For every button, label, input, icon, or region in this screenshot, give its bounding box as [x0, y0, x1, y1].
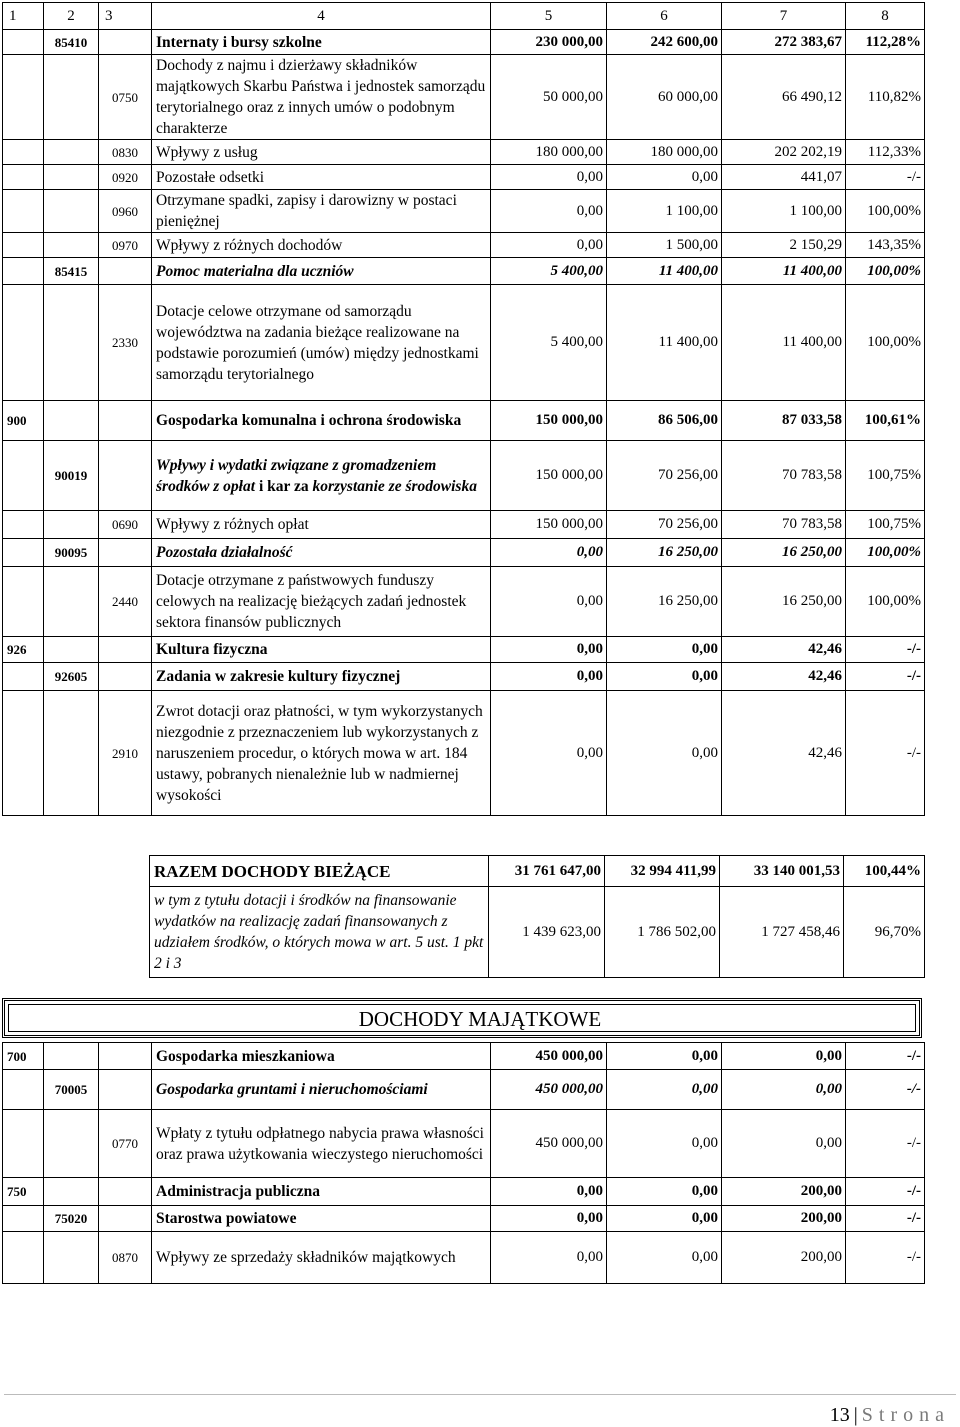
item-name: Zadania w zakresie kultury fizycznej	[152, 663, 491, 691]
plan-after-changes-value: 0,00	[607, 691, 722, 816]
plan-value: 150 000,00	[491, 401, 607, 441]
item-name: Wpływy z usług	[152, 140, 491, 165]
paragraph-code	[99, 401, 152, 441]
item-name	[152, 441, 491, 511]
plan-after-changes-value: 60 000,00	[607, 55, 722, 140]
chapter-code: 90019	[44, 441, 99, 511]
page-footer	[830, 1404, 950, 1427]
plan-value: 0,00	[491, 663, 607, 691]
paragraph-code: 2910	[99, 691, 152, 816]
section-code	[3, 1110, 44, 1178]
execution-percent: 112,28%	[846, 30, 925, 55]
execution-percent: 143,35%	[846, 233, 925, 258]
item-name: Gospodarka komunalna i ochrona środowiska	[152, 401, 491, 441]
section-code	[3, 441, 44, 511]
top-row	[3, 165, 925, 190]
plan-value: 5 400,00	[491, 258, 607, 285]
section-code	[3, 1070, 44, 1110]
income-table-capital	[2, 1042, 925, 1284]
chapter-code	[44, 1043, 99, 1070]
plan-after-changes-value: 1 100,00	[607, 190, 722, 233]
item-name-part: korzystanie ze środowiska	[312, 477, 477, 495]
section-code	[3, 30, 44, 55]
chapter-code: 90095	[44, 539, 99, 567]
bottom-row	[3, 1070, 925, 1110]
execution-percent: -/-	[846, 1070, 925, 1110]
footer-divider	[4, 1394, 956, 1395]
plan-after-changes-value: 11 400,00	[607, 258, 722, 285]
plan-value: 450 000,00	[491, 1043, 607, 1070]
execution-percent: -/-	[846, 1232, 925, 1284]
plan-after-changes-value: 86 506,00	[607, 401, 722, 441]
plan-after-changes-value: 16 250,00	[607, 567, 722, 637]
section-code	[3, 1232, 44, 1284]
paragraph-code: 0750	[99, 55, 152, 140]
item-name: Starostwa powiatowe	[152, 1206, 491, 1232]
page-separator: |	[853, 1404, 858, 1426]
section-code	[3, 55, 44, 140]
chapter-code	[44, 401, 99, 441]
section-code: 900	[3, 401, 44, 441]
paragraph-code	[99, 1206, 152, 1232]
execution-value: 70 783,58	[722, 511, 846, 539]
item-name: Wpływy z różnych opłat	[152, 511, 491, 539]
item-name: Wpływy ze sprzedaży składników majątkowych	[152, 1232, 491, 1284]
header-col-6: 6	[607, 3, 722, 30]
execution-percent: -/-	[846, 1110, 925, 1178]
execution-value: 0,00	[722, 1110, 846, 1178]
chapter-code	[44, 691, 99, 816]
section-code	[3, 140, 44, 165]
execution-percent: 100,00%	[846, 258, 925, 285]
plan-value: 0,00	[491, 567, 607, 637]
item-name: Otrzymane spadki, zapisy i darowizny w postaci pieniężnej	[152, 190, 491, 233]
plan-value: 180 000,00	[491, 140, 607, 165]
item-name: Dotacje otrzymane z państwowych funduszy celowych na realizację bieżących zadań jednostek sektora finansów publicznych	[152, 567, 491, 637]
plan-after-changes-value: 0,00	[607, 1232, 722, 1284]
plan-value: 0,00	[491, 539, 607, 567]
plan-after-changes-value: 70 256,00	[607, 441, 722, 511]
plan-after-changes-value: 0,00	[607, 1178, 722, 1206]
item-name: Administracja publiczna	[152, 1178, 491, 1206]
paragraph-code	[99, 663, 152, 691]
item-name: Kultura fizyczna	[152, 637, 491, 663]
top-row	[3, 258, 925, 285]
paragraph-code: 0920	[99, 165, 152, 190]
plan-value: 0,00	[491, 1178, 607, 1206]
page-number: 13	[829, 1404, 850, 1426]
execution-percent: 112,33%	[846, 140, 925, 165]
plan-value: 230 000,00	[491, 30, 607, 55]
plan-after-changes-value: 180 000,00	[607, 140, 722, 165]
header-col-4: 4	[152, 3, 491, 30]
section-code	[3, 190, 44, 233]
plan-after-changes-value: 0,00	[607, 637, 722, 663]
income-table-current	[2, 2, 925, 816]
total-current-income-row	[150, 856, 925, 887]
execution-percent: 110,82%	[846, 55, 925, 140]
execution-value: 2 150,29	[722, 233, 846, 258]
item-name: Internaty i bursy szkolne	[152, 30, 491, 55]
execution-value: 70 783,58	[722, 441, 846, 511]
item-name: Gospodarka gruntami i nieruchomościami	[152, 1070, 491, 1110]
subsidies-label: w tym z tytułu dotacji i środków na finansowanie wydatków na realizację zadań finansowanych z udziałem środków, o których mowa w art. 5 ust. 1 pkt 2 i 3	[150, 887, 489, 978]
item-name: Gospodarka mieszkaniowa	[152, 1043, 491, 1070]
plan-value: 0,00	[491, 233, 607, 258]
section-code	[3, 258, 44, 285]
execution-value: 441,07	[722, 165, 846, 190]
bottom-row	[3, 1232, 925, 1284]
top-row	[3, 285, 925, 401]
plan-value: 0,00	[491, 165, 607, 190]
item-name: Dochody z najmu i dzierżawy składników majątkowych Skarbu Państwa i jednostek samorządu terytorialnego oraz z innych umów o podobnym charakterze	[152, 55, 491, 140]
chapter-code: 85410	[44, 30, 99, 55]
execution-percent: -/-	[846, 691, 925, 816]
execution-percent: 100,61%	[846, 401, 925, 441]
plan-after-changes-value: 70 256,00	[607, 511, 722, 539]
item-name: Wpływy z różnych dochodów	[152, 233, 491, 258]
section-code: 750	[3, 1178, 44, 1206]
execution-value: 42,46	[722, 637, 846, 663]
plan-value: 5 400,00	[491, 285, 607, 401]
chapter-code	[44, 165, 99, 190]
plan-value: 0,00	[491, 691, 607, 816]
execution-percent: 100,00%	[846, 190, 925, 233]
plan-after-changes-value: 16 250,00	[607, 539, 722, 567]
total-label: RAZEM DOCHODY BIEŻĄCE	[150, 856, 489, 887]
plan-value: 450 000,00	[491, 1110, 607, 1178]
total-plan: 31 761 647,00	[489, 856, 605, 887]
plan-value: 0,00	[491, 1206, 607, 1232]
paragraph-code	[99, 1070, 152, 1110]
execution-percent: 100,00%	[846, 567, 925, 637]
item-name: Wpłaty z tytułu odpłatnego nabycia prawa własności oraz prawa użytkowania wieczystego nieruchomości	[152, 1110, 491, 1178]
chapter-code	[44, 233, 99, 258]
section-code	[3, 233, 44, 258]
section-code	[3, 691, 44, 816]
plan-after-changes-value: 242 600,00	[607, 30, 722, 55]
execution-value: 42,46	[722, 691, 846, 816]
paragraph-code: 2330	[99, 285, 152, 401]
top-row	[3, 190, 925, 233]
chapter-code	[44, 140, 99, 165]
plan-after-changes-value: 0,00	[607, 165, 722, 190]
top-row	[3, 140, 925, 165]
paragraph-code	[99, 1178, 152, 1206]
section-code: 926	[3, 637, 44, 663]
section-code	[3, 165, 44, 190]
section-code	[3, 285, 44, 401]
header-col-5: 5	[491, 3, 607, 30]
item-name: Pozostała działalność	[152, 539, 491, 567]
total-plan-after-changes: 32 994 411,99	[605, 856, 720, 887]
top-row	[3, 637, 925, 663]
chapter-code: 70005	[44, 1070, 99, 1110]
bottom-row	[3, 1110, 925, 1178]
item-name-part: i kar za	[255, 477, 313, 495]
bottom-row	[3, 1206, 925, 1232]
paragraph-code	[99, 637, 152, 663]
chapter-code	[44, 637, 99, 663]
plan-value: 0,00	[491, 190, 607, 233]
chapter-code	[44, 511, 99, 539]
execution-percent: 100,00%	[846, 285, 925, 401]
section-code	[3, 1206, 44, 1232]
execution-value: 200,00	[722, 1206, 846, 1232]
section-code	[3, 663, 44, 691]
plan-after-changes-value: 0,00	[607, 1110, 722, 1178]
subsidies-row	[150, 887, 925, 978]
subsidies-execution: 1 727 458,46	[720, 887, 844, 978]
plan-after-changes-value: 1 500,00	[607, 233, 722, 258]
section-code	[3, 539, 44, 567]
header-col-3: 3	[99, 3, 152, 30]
header-row	[3, 3, 925, 30]
chapter-code: 85415	[44, 258, 99, 285]
chapter-code	[44, 55, 99, 140]
section-title: DOCHODY MAJĄTKOWE	[358, 1007, 602, 1031]
plan-value: 450 000,00	[491, 1070, 607, 1110]
chapter-code: 75020	[44, 1206, 99, 1232]
top-row	[3, 30, 925, 55]
paragraph-code	[99, 30, 152, 55]
top-row	[3, 511, 925, 539]
top-row	[3, 567, 925, 637]
execution-percent: 100,75%	[846, 511, 925, 539]
chapter-code	[44, 190, 99, 233]
execution-value: 42,46	[722, 663, 846, 691]
total-execution: 33 140 001,53	[720, 856, 844, 887]
top-row	[3, 663, 925, 691]
header-col-7: 7	[722, 3, 846, 30]
top-row	[3, 441, 925, 511]
subsidies-percent: 96,70%	[844, 887, 925, 978]
execution-value: 66 490,12	[722, 55, 846, 140]
plan-value: 50 000,00	[491, 55, 607, 140]
plan-value: 150 000,00	[491, 441, 607, 511]
execution-percent: -/-	[846, 1178, 925, 1206]
plan-value: 0,00	[491, 1232, 607, 1284]
execution-value: 16 250,00	[722, 567, 846, 637]
execution-percent: -/-	[846, 1206, 925, 1232]
plan-after-changes-value: 0,00	[607, 663, 722, 691]
execution-percent: -/-	[846, 165, 925, 190]
execution-value: 1 100,00	[722, 190, 846, 233]
item-name-part: Wpływy i wydatki związane z gromadzeniem środków z opłat	[156, 456, 437, 495]
item-name: Pomoc materialna dla uczniów	[152, 258, 491, 285]
item-name: Dotacje celowe otrzymane od samorządu województwa na zadania bieżące realizowane na podstawie porozumień (umów) między jednostkami samorządu terytorialnego	[152, 285, 491, 401]
execution-percent: -/-	[846, 1043, 925, 1070]
paragraph-code	[99, 258, 152, 285]
execution-value: 87 033,58	[722, 401, 846, 441]
paragraph-code: 2440	[99, 567, 152, 637]
execution-value: 202 202,19	[722, 140, 846, 165]
plan-value: 150 000,00	[491, 511, 607, 539]
chapter-code: 92605	[44, 663, 99, 691]
execution-value: 11 400,00	[722, 285, 846, 401]
paragraph-code	[99, 1043, 152, 1070]
chapter-code	[44, 285, 99, 401]
paragraph-code: 0690	[99, 511, 152, 539]
bottom-row	[3, 1043, 925, 1070]
execution-value: 0,00	[722, 1070, 846, 1110]
header-col-1: 1	[3, 3, 44, 30]
top-row	[3, 539, 925, 567]
execution-percent: 100,75%	[846, 441, 925, 511]
section-code: 700	[3, 1043, 44, 1070]
top-row	[3, 233, 925, 258]
execution-percent: 100,00%	[846, 539, 925, 567]
paragraph-code: 0830	[99, 140, 152, 165]
page-word: Strona	[861, 1404, 950, 1426]
paragraph-code: 0870	[99, 1232, 152, 1284]
top-row	[3, 691, 925, 816]
plan-after-changes-value: 0,00	[607, 1043, 722, 1070]
total-percent: 100,44%	[844, 856, 925, 887]
item-name: Zwrot dotacji oraz płatności, w tym wykorzystanych niezgodnie z przeznaczeniem lub wykorzystanych z naruszeniem procedur, o których mowa w art. 184 ustawy, pobranych nienależnie lub w nadmiernej wysokości	[152, 691, 491, 816]
execution-percent: -/-	[846, 637, 925, 663]
chapter-code	[44, 567, 99, 637]
totals-table	[149, 855, 925, 978]
paragraph-code: 0970	[99, 233, 152, 258]
execution-percent: -/-	[846, 663, 925, 691]
subsidies-plan-after-changes: 1 786 502,00	[605, 887, 720, 978]
plan-after-changes-value: 11 400,00	[607, 285, 722, 401]
item-name: Pozostałe odsetki	[152, 165, 491, 190]
section-code	[3, 567, 44, 637]
section-code	[3, 511, 44, 539]
top-row	[3, 55, 925, 140]
plan-after-changes-value: 0,00	[607, 1206, 722, 1232]
execution-value: 200,00	[722, 1178, 846, 1206]
chapter-code	[44, 1232, 99, 1284]
paragraph-code	[99, 441, 152, 511]
plan-after-changes-value: 0,00	[607, 1070, 722, 1110]
paragraph-code: 0960	[99, 190, 152, 233]
header-col-2: 2	[44, 3, 99, 30]
chapter-code	[44, 1110, 99, 1178]
execution-value: 272 383,67	[722, 30, 846, 55]
execution-value: 16 250,00	[722, 539, 846, 567]
header-col-8: 8	[846, 3, 925, 30]
execution-value: 11 400,00	[722, 258, 846, 285]
chapter-code	[44, 1178, 99, 1206]
execution-value: 0,00	[722, 1043, 846, 1070]
top-row	[3, 401, 925, 441]
execution-value: 200,00	[722, 1232, 846, 1284]
subsidies-plan: 1 439 623,00	[489, 887, 605, 978]
paragraph-code	[99, 539, 152, 567]
bottom-row	[3, 1178, 925, 1206]
plan-value: 0,00	[491, 637, 607, 663]
paragraph-code: 0770	[99, 1110, 152, 1178]
